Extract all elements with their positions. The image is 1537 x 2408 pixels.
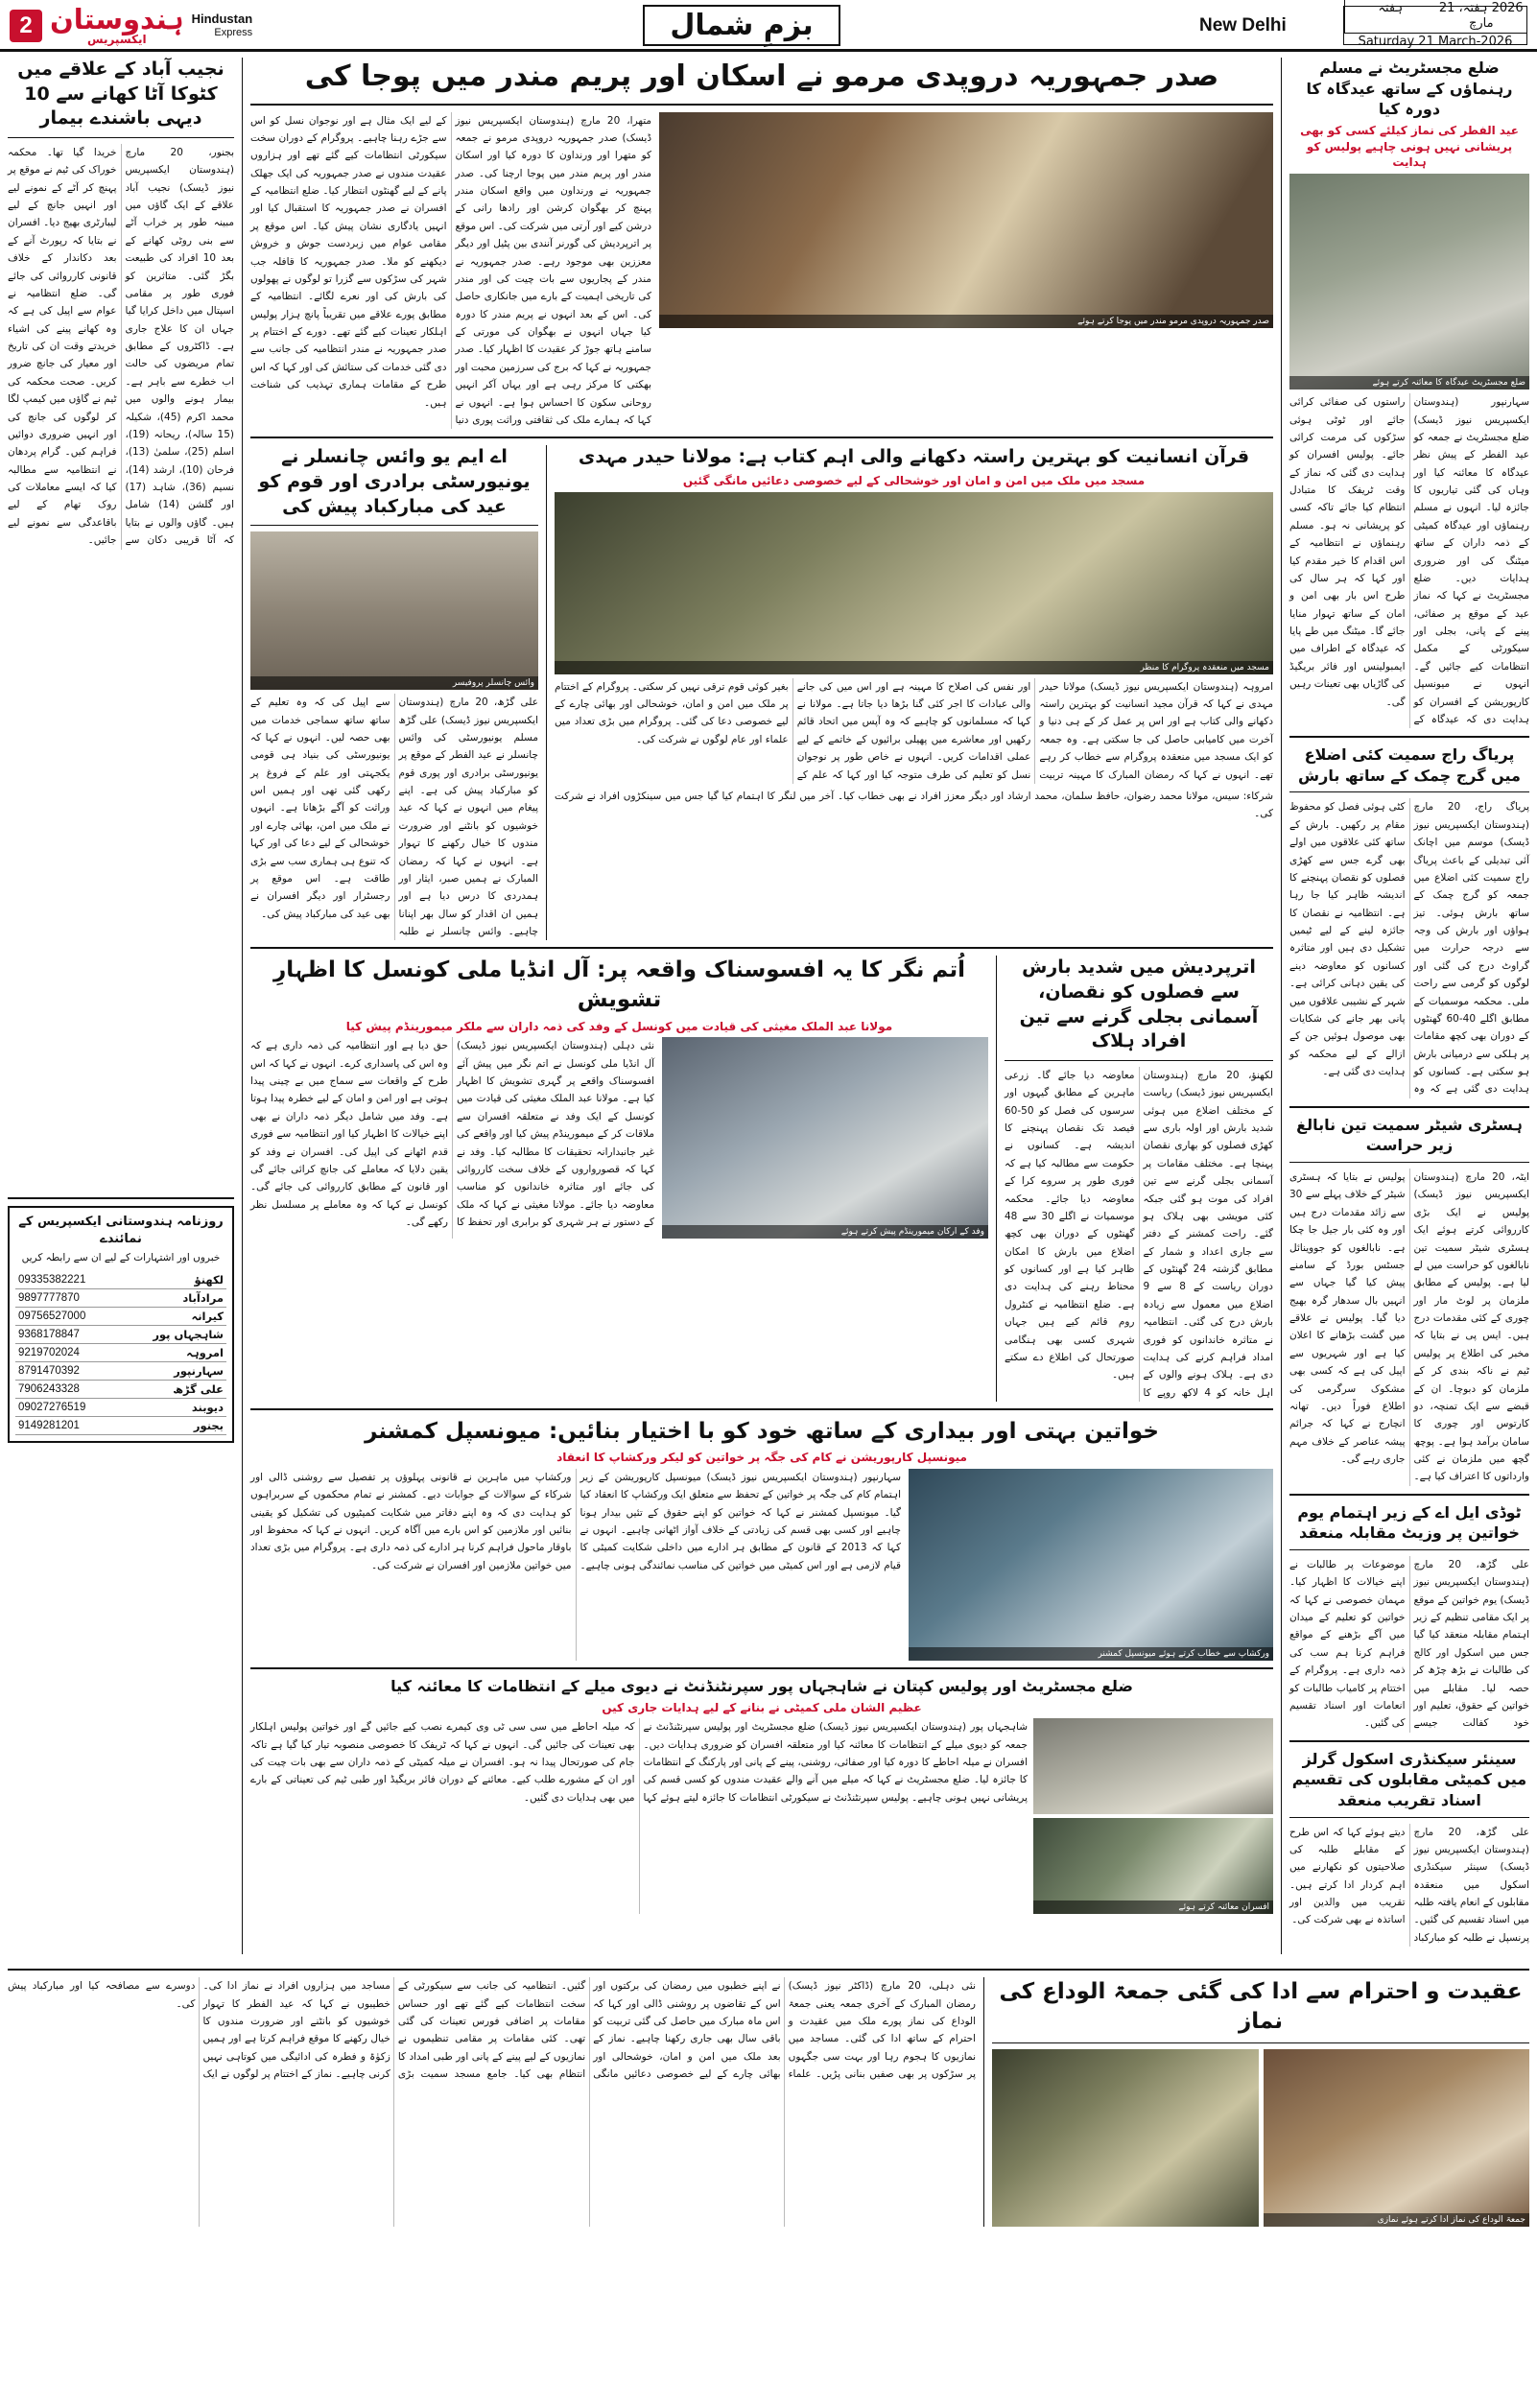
story-kicker: میونسپل کارپوریشن نے کام کی جگہ پر خواتین کو لیکر ورکشاپ کا انعقاد xyxy=(556,1451,967,1465)
photo-caption: ورکشاپ سے خطاب کرتے ہوئے میونسپل کمشنر xyxy=(909,1647,1273,1661)
contacts-box xyxy=(8,1206,234,1443)
contact-number[interactable]: 09027276519 xyxy=(15,1399,130,1417)
contact-row xyxy=(15,1308,226,1326)
story-body: بجنور، 20 مارچ (ہندوستان ایکسپریس نیوز ڈیسک) نجیب آباد علاقے کے ایک گاؤں میں مبینہ طور پر خراب آٹے سے بنی روٹی کھانے کے بعد 10 افراد کی طبیعت بگڑ گئی۔ متاثرین کو فوری طور پر مقامی اسپتال میں داخل کرایا گیا جہاں ان کا علاج جاری ہے۔ ڈاکٹروں کے مطابق تمام مریضوں کی حالت اب خطرے سے باہر ہے۔ بیمار ہونے والوں میں محمد اکرم (45)، شکیلہ (15 سالہ)، ریحانہ (19)، اسلم (25)، سلمیٰ (13)، فرحان (10)، ارشد (14)، نسیم (36)، شاہد (17) اور گلشن (14) شامل ہیں۔ گاؤں والوں نے بتایا کہ آٹا قریبی دکان سے خریدا گیا تھا۔ محکمہ خوراک کی ٹیم نے موقع پر پہنچ کر آٹے کے نمونے لیے اور انہیں جانچ کے لیے لیبارٹری بھیج دیا۔ افسران نے بتایا کہ رپورٹ آنے کے بعد دکاندار کے خلاف قانونی کارروائی کی جائے گی۔ ضلع انتظامیہ نے عوام سے اپیل کی ہے کہ وہ کھانے پینے کی اشیاء خریدتے وقت ان کی تاریخ اور معیار کی جانچ ضرور کریں۔ صحت محکمہ کی ٹیم نے گاؤں میں کیمپ لگا کر لوگوں کی جانچ کی اور انہیں ضروری دوائیں فراہم کیں۔ گرام پردھان نے انتظامیہ سے مطالبہ کیا کہ ایسے معاملات کی روک تھام کے لیے باقاعدگی سے نمونے لیے جائیں۔ xyxy=(8,146,235,547)
story-dm-eidgah xyxy=(1289,58,1529,728)
story-headline: ٹوڈی ایل اے کے زیر اہتمام یوم خواتین پر وزیٹ مقابلہ منعقد xyxy=(1297,1502,1522,1543)
contacts-table xyxy=(15,1271,226,1435)
column-divider xyxy=(1281,58,1282,1954)
story-mela-inspection xyxy=(250,1676,1273,1914)
story-photo xyxy=(250,531,538,690)
brand-english-bottom: Express xyxy=(214,26,253,38)
contact-number[interactable]: 09756527000 xyxy=(15,1308,130,1326)
content-grid xyxy=(0,52,1537,1962)
story-body: علی گڑھ، 20 مارچ (ہندوستان ایکسپریس نیوز ڈیسک) علی گڑھ مسلم یونیورسٹی کی وائس چانسلر نے عید الفطر کے موقع پر یونیورسٹی برادری اور پوری قوم کو مبارکباد پیش کی ہے۔ اپنے پیغام میں انہوں نے کہا کہ عید خوشیوں کو بانٹنے اور ضرورت مندوں کا خیال رکھنے کا تہوار ہے۔ انہوں نے کہا کہ رمضان المبارک نے ہمیں صبر، ایثار اور ہمدردی کا درس دیا ہے اور ہمیں ان اقدار کو سال بھر اپنانا چاہیے۔ وائس چانسلر نے طلبہ سے اپیل کی کہ وہ تعلیم کے ساتھ ساتھ سماجی خدمات میں بھی حصہ لیں۔ انہوں نے کہا کہ یونیورسٹی کی بنیاد ہی قومی یکجہتی اور علم کے فروغ پر رکھی گئی تھی اور ہمیں اس وراثت کو آگے بڑھانا ہے۔ انہوں نے ملک میں امن، بھائی چارے اور خوشحالی کے لیے دعا کی اور کہا کہ تنوع ہی ہماری سب سے بڑی طاقت ہے۔ اس موقع پر رجسٹرار اور دیگر افسران نے بھی عید کی مبارکباد پیش کی۔ xyxy=(250,696,538,938)
story-body: پریاگ راج، 20 مارچ (ہندوستان ایکسپریس نیوز ڈیسک) موسم میں اچانک آئی تبدیلی کے باعث پریاگ راج سمیت کئی اضلاع میں جمعہ کو گرج چمک کے ساتھ بارش ہوئی۔ تیز ہواؤں اور بارش کی وجہ سے درجہ حرارت میں گراوٹ درج کی گئی اور لوگوں کو گرمی سے راحت ملی۔ محکمہ موسمیات کے مطابق اگلے 40-60 گھنٹوں کے دوران بھی کچھ مقامات پر ہلکی سے درمیانی بارش ہو سکتی ہے۔ کسانوں کو ہدایت دی گئی ہے کہ وہ کٹی ہوئی فصل کو محفوظ مقام پر رکھیں۔ بارش کے ساتھ کئی علاقوں میں اولے بھی گرے جس سے کھڑی فصلوں کو نقصان پہنچنے کا اندیشہ ظاہر کیا جا رہا ہے۔ انتظامیہ نے نقصان کا جائزہ لینے کے لیے ٹیمیں تشکیل دی ہیں اور متاثرہ کسانوں کو معاوضہ دینے کی یقین دہانی کرائی ہے۔ شہر کے نشیبی علاقوں میں پانی بھر جانے کی شکایات بھی موصول ہوئیں جن کے ازالے کے لیے محکمہ کو ہدایت دی گئی ہے۔ xyxy=(1289,801,1529,1096)
story-headline: ہسٹری شیٹر سمیت تین نابالغ زیر حراست xyxy=(1296,1115,1523,1155)
date-english: Saturday 21 March-2026 xyxy=(1358,35,1513,50)
brand-urdu-main: ہندوستان xyxy=(50,3,184,35)
story-kicker: مسجد میں ملک میں امن و امان اور خوشحالی کے لیے خصوصی دعائیں مانگی گئیں xyxy=(682,473,1146,487)
story-headline: اُتم نگر کا یہ افسوسناک واقعہ پر: آل انڈیا ملی کونسل کا اظہارِ تشویش xyxy=(273,957,965,1013)
story-headline: خواتین بہتی اور بیداری کے ساتھ خود کو با اختیار بنائیں: میونسپل کمشنر xyxy=(365,1419,1159,1445)
contact-number[interactable]: 9149281201 xyxy=(15,1417,130,1435)
section-title-wrap xyxy=(297,6,1186,45)
lead-story xyxy=(250,58,1273,429)
brand-urdu xyxy=(50,3,184,46)
story-quran-lecture xyxy=(555,445,1273,940)
story-body: ایٹہ، 20 مارچ (ہندوستان ایکسپریس نیوز ڈیسک) پولیس نے ایک بڑی کارروائی کرتے ہوئے ایک ہسٹری شیٹر سمیت تین نابالغوں کو حراست میں لے لیا ہے۔ پولیس کے مطابق ملزمان پر لوٹ مار اور چوری کے کئی مقدمات درج ہیں۔ ایس پی نے بتایا کہ مخبر کی اطلاع پر پولیس ٹیم نے ناکہ بندی کر کے ملزمان کو دبوچا۔ ان کے قبضے سے ایک تمنچہ، دو کارتوس اور چوری کا سامان برآمد ہوا ہے۔ پوچھ گچھ میں ملزمان نے کئی وارداتوں کا اعتراف کیا ہے۔ پولیس نے بتایا کہ ہسٹری شیٹر کے خلاف پہلے سے 30 سے زائد مقدمات درج ہیں اور وہ کئی بار جیل جا چکا ہے۔ نابالغوں کو جووینائل جسٹس بورڈ کے سامنے پیش کیا گیا جہاں سے انہیں بال سدھار گرہ بھیج دیا گیا۔ پولیس نے علاقے میں گشت بڑھانے کا اعلان کیا ہے اور شہریوں سے اپیل کی ہے کہ کسی بھی مشکوک سرگرمی کی اطلاع فوراً دیں۔ تھانہ انچارج نے کہا کہ جرائم پیشہ عناصر کے خلاف مہم جاری رہے گی۔ xyxy=(1289,1171,1529,1483)
contact-city: امروہہ xyxy=(130,1344,226,1362)
story-headline: سینئر سیکنڈری اسکول گرلز میں کمیٹی مقابلوں کی تقسیم اسناد تقریب منعقد xyxy=(1291,1749,1527,1809)
photo-caption: مسجد میں منعقدہ پروگرام کا منظر xyxy=(555,661,1273,674)
photo-caption: ضلع مجسٹریٹ عیدگاہ کا معائنہ کرتے ہوئے xyxy=(1289,376,1529,390)
story-headline: ضلع مجسٹریٹ اور پولیس کپتان نے شاہجہاں پور سپرنٹنڈنٹ نے دیوی میلے کے انتظامات کا معائنہ کیا xyxy=(390,1676,1133,1695)
contact-city: دیوبند xyxy=(130,1399,226,1417)
date-urdu: 2026 ہفتہ، 21 مارچ xyxy=(1438,0,1524,31)
lead-body: متھرا، 20 مارچ (ہندوستان ایکسپریس نیوز ڈیسک) صدر جمہوریہ دروپدی مرمو نے جمعہ کو متھرا اور ورنداون کا دورہ کیا اور اسکان مندر اور پریم مندر میں پوجا ارچنا کی۔ صدر جمہوریہ نے ورنداون میں واقع اسکان مندر پہنچ کر بھگوان کرشن اور رادھا رانی کے درشن کیے اور آرتی میں شرکت کی۔ اس موقع پر اترپردیش کی گورنر آنندی بین پٹیل اور دیگر معززین بھی موجود رہے۔ صدر جمہوریہ نے مندر کے پجاریوں سے بات چیت کی اور مندر کی تاریخی اہمیت کے بارے میں جانکاری حاصل کی۔ اس کے بعد انہوں نے پریم مندر کا دورہ کیا جہاں انہوں نے بھگوان کی مورتی کے سامنے ہاتھ جوڑ کر عقیدت کا اظہار کیا۔ صدر جمہوریہ نے کہا کہ برج کی سرزمین محبت اور بھکتی کا مرکز رہی ہے اور یہاں آکر انہیں روحانی سکون کا احساس ہوا ہے۔ انہوں نے کہا کہ ہمارے ملک کی ثقافتی وراثت پوری دنیا کے لیے ایک مثال ہے اور نوجوان نسل کو اس سے جڑے رہنا چاہیے۔ پروگرام کے دوران سخت سیکورٹی انتظامات کیے گئے تھے اور ہزاروں عقیدت مندوں نے صدر جمہوریہ کی ایک جھلک پانے کے لیے گھنٹوں انتظار کیا۔ ضلع انتظامیہ کے افسران نے صدر جمہوریہ کا استقبال کیا اور انہیں یادگاری نشان پیش کیا۔ اس موقع پر مقامی عوام میں زبردست جوش و خروش دیکھنے کو ملا۔ صدر جمہوریہ کا قافلہ جب شہر کی سڑکوں سے گزرا تو لوگوں نے پھولوں کی بارش کی اور نعرے لگائے۔ انتظامیہ کے مطابق پورے علاقے میں تقریباً پانچ ہزار پولیس اہلکار تعینات کیے گئے تھے۔ دورے کے اختتام پر صدر جمہوریہ نے مندر انتظامیہ کی جانب سے دی گئی خدمات کی ستائش کی اور کہا کہ اس طرح کے مقامات ہماری تہذیب کی شناخت ہیں۔ xyxy=(250,114,651,426)
contact-city: سہارنپور xyxy=(130,1362,226,1381)
story-body: سہارنپور (ہندوستان ایکسپریس نیوز ڈیسک) ضلع مجسٹریٹ نے جمعہ کو عید الفطر کے پیش نظر عیدگاہ کا معائنہ کیا اور وہاں کی گئی تیاریوں کا جائزہ لیا۔ انہوں نے مسلم رہنماؤں اور عیدگاہ کمیٹی کے ذمہ داران کے ساتھ میٹنگ کی اور ضروری ہدایات دیں۔ ضلع مجسٹریٹ نے کہا کہ نماز عید کے موقع پر صفائی، پینے کے پانی، بجلی اور سیکورٹی کے مکمل انتظامات کیے جائیں گے۔ انہوں نے میونسپل کارپوریشن کے افسران کو ہدایت دی کہ عیدگاہ کے راستوں کی صفائی کرائی جائے اور ٹوٹی ہوئی سڑکوں کی مرمت کرائی جائے۔ پولیس افسران کو ہدایت دی گئی کہ نماز کے وقت ٹریفک کا متبادل انتظام کیا جائے تاکہ کسی کو پریشانی نہ ہو۔ مسلم رہنماؤں نے انتظامیہ کے اس اقدام کا خیر مقدم کیا اور کہا کہ ہر سال کی طرح اس بار بھی امن و امان کے ساتھ تہوار منایا جائے گا۔ میٹنگ میں طے پایا کہ عیدگاہ کے اطراف میں ایمبولینس اور فائر بریگیڈ کی گاڑیاں بھی تعینات رہیں گی۔ xyxy=(1289,396,1529,725)
story-rain-prayagraj xyxy=(1289,744,1529,1098)
story-body: لکھنؤ، 20 مارچ (ہندوستان ایکسپریس نیوز ڈیسک) ریاست کے مختلف اضلاع میں ہوئی شدید بارش اور اولہ باری سے کھڑی فصلوں کو بھاری نقصان پہنچا ہے۔ مختلف مقامات پر آسمانی بجلی گرنے سے تین افراد کی موت ہو گئی جبکہ کئی مویشی بھی ہلاک ہو گئے۔ راحت کمشنر کے دفتر سے جاری اعداد و شمار کے مطابق گزشتہ 24 گھنٹوں کے دوران ریاست کے 8 سے 9 اضلاع میں معمول سے زیادہ بارش درج کی گئی۔ انتظامیہ نے متاثرہ خاندانوں کو فوری امداد فراہم کرنے کی ہدایت دی ہے۔ ہلاک ہونے والوں کے اہل خانہ کو 4 لاکھ روپے کا معاوضہ دیا جائے گا۔ زرعی ماہرین کے مطابق گیہوں اور سرسوں کی فصل کو 50-60 فیصد تک نقصان پہنچنے کا اندیشہ ہے۔ کسانوں نے حکومت سے مطالبہ کیا ہے کہ فوری طور پر سروے کرا کے معاوضہ دیا جائے۔ محکمہ موسمیات نے اگلے 30 سے 48 گھنٹوں کے دوران بھی کچھ اضلاع میں بارش کا امکان ظاہر کیا ہے اور کسانوں کو محتاط رہنے کی ہدایت دی ہے۔ ضلع انتظامیہ نے کنٹرول روم قائم کیے ہیں جہاں شہری کسی بھی ہنگامی صورتحال کی اطلاع دے سکتے ہیں۔ xyxy=(1005,1069,1273,1399)
contacts-subtitle: خبروں اور اشتہارات کے لیے ان سے رابطہ کریں xyxy=(21,1252,221,1264)
contact-number[interactable]: 9219702024 xyxy=(15,1344,130,1362)
brand-english-top: Hindustan xyxy=(191,12,253,27)
story-body: نئی دہلی (ہندوستان ایکسپریس نیوز ڈیسک) آل انڈیا ملی کونسل نے اتم نگر میں پیش آئے افسوسناک واقعے پر گہری تشویش کا اظہار کیا ہے۔ مولانا عبد الملک مغیثی کی قیادت میں کونسل کے ایک وفد نے متعلقہ افسران سے ملاقات کر کے میمورینڈم پیش کیا اور واقعے کی غیر جانبدارانہ تحقیقات کا مطالبہ کیا۔ وفد نے کہا کہ قصورواروں کے خلاف سخت کارروائی کی جائے اور متاثرہ خاندانوں کو مناسب معاوضہ دیا جائے۔ مولانا مغیثی نے کہا کہ ملک کے دستور نے ہر شہری کو برابری اور تحفظ کا حق دیا ہے اور انتظامیہ کی ذمہ داری ہے کہ وہ اس کی پاسداری کرے۔ انہوں نے کہا کہ اس طرح کے واقعات سے سماج میں بے چینی پیدا ہوتی ہے اور امن و امان کے لیے خطرہ پیدا ہوتا ہے۔ وفد میں شامل دیگر ذمہ داران نے بھی اپنے خیالات کا اظہار کیا اور انتظامیہ سے فوری قدم اٹھانے کی اپیل کی۔ افسران نے وفد کو یقین دلایا کہ معاملے کی جانچ کرائی جائے گی اور قانون کے مطابق کارروائی کی جائے گی۔ کونسل نے کہا کہ وہ معاملے پر مسلسل نظر رکھے گی۔ xyxy=(250,1040,654,1229)
column-main xyxy=(250,58,1273,1954)
contact-number[interactable]: 9368178847 xyxy=(15,1326,130,1344)
story-body: شاہجہاں پور (ہندوستان ایکسپریس نیوز ڈیسک) ضلع مجسٹریٹ اور پولیس سپرنٹنڈنٹ نے جمعہ کو دیوی میلے کے انتظامات کا معائنہ کیا اور متعلقہ افسران کو ضروری ہدایات دیں۔ افسران نے میلہ احاطے کا دورہ کیا اور صفائی، روشنی، پینے کے پانی اور پارکنگ کے انتظامات کا جائزہ لیا۔ ضلع مجسٹریٹ نے کہا کہ میلے میں آنے والے عقیدت مندوں کو کسی قسم کی پریشانی نہیں ہونی چاہیے۔ پولیس سپرنٹنڈنٹ نے سیکورٹی انتظامات کا جائزہ لیتے ہوئے کہا کہ میلہ احاطے میں سی سی ٹی وی کیمرے نصب کیے جائیں گے اور خواتین پولیس اہلکار بھی تعینات کی جائیں گی۔ انہوں نے کہا کہ ٹریفک کا خصوصی منصوبہ تیار کیا گیا ہے تاکہ جام کی صورتحال پیدا نہ ہو۔ افسران نے میلہ کمیٹی کے ذمہ داران سے بھی بات چیت کی اور ان کے مشورے طلب کیے۔ معائنے کے دوران فائر بریگیڈ اور طبی ٹیم کی تعیناتی کے بارے میں بھی ہدایات دی گئیں۔ xyxy=(250,1721,1028,1804)
photo-caption: وفد کے ارکان میمورینڈم پیش کرتے ہوئے xyxy=(662,1225,988,1239)
brand-block xyxy=(10,3,297,46)
day-urdu: ہفتہ xyxy=(1344,0,1436,33)
contact-city: مرادآباد xyxy=(130,1289,226,1308)
photo-caption: افسران معائنہ کرتے ہوئے xyxy=(1033,1900,1273,1914)
story-jumatul-wida xyxy=(8,1977,1529,2227)
date-box xyxy=(1343,0,1527,50)
band-1 xyxy=(250,445,1273,940)
story-milli-council xyxy=(250,956,988,1402)
story-photo-bottom xyxy=(1033,1818,1273,1914)
column-divider-2 xyxy=(242,58,243,1954)
story-headline: اے ایم یو وائس چانسلر نے یونیورسٹی برادری اور قوم کو عید کی مبارکباد پیش کی xyxy=(258,446,531,517)
story-photo xyxy=(909,1469,1273,1661)
story-headline: اترپردیش میں شدید بارش سے فصلوں کو نقصان، آسمانی بجلی گرنے سے تین افراد ہلاک xyxy=(1019,956,1259,1052)
story-body: امروہہ (ہندوستان ایکسپریس نیوز ڈیسک) مولانا حیدر مہدی نے کہا کہ قرآن مجید انسانیت کو بہترین راستہ دکھانے والی کتاب ہے اور اس پر عمل کر کے ہی دنیا و آخرت میں کامیابی حاصل کی جا سکتی ہے۔ وہ جمعہ کو ایک مسجد میں منعقدہ پروگرام سے خطاب کر رہے تھے۔ انہوں نے کہا کہ رمضان المبارک کا مہینہ تربیت اور نفس کی اصلاح کا مہینہ ہے اور اس میں کی جانے والی عبادات کا اجر کئی گنا بڑھا دیا جاتا ہے۔ مولانا نے کہا کہ مسلمانوں کو چاہیے کہ وہ آپس میں اتحاد قائم رکھیں اور معاشرے میں پھیلی برائیوں کے خاتمے کے لیے عملی اقدامات کریں۔ انہوں نے خاص طور پر نوجوان نسل کو تعلیم کی طرف متوجہ کیا اور کہا کہ علم کے بغیر کوئی قوم ترقی نہیں کر سکتی۔ پروگرام کے اختتام پر ملک میں امن و امان، خوشحالی اور بھائی چارے کے لیے خصوصی دعا کی گئی۔ پروگرام میں بڑی تعداد میں علماء اور عام لوگوں نے شرکت کی۔ xyxy=(555,680,1273,781)
contact-row xyxy=(15,1362,226,1381)
contact-number[interactable]: 7906243328 xyxy=(15,1381,130,1399)
story-up-rain-damage xyxy=(1005,956,1273,1402)
lead-photo xyxy=(659,112,1273,328)
story-body: نئی دہلی، 20 مارچ (ڈاکٹر نیوز ڈیسک) رمضان المبارک کے آخری جمعہ یعنی جمعۃ الوداع کی نماز پورے ملک میں عقیدت و احترام کے ساتھ ادا کی گئی۔ مساجد میں نمازیوں کا ہجوم رہا اور بہت سی جگہوں پر سڑکوں پر بھی صفیں بنانی پڑیں۔ علماء نے اپنے خطبوں میں رمضان کی برکتوں اور اس کے تقاضوں پر روشنی ڈالی اور کہا کہ اس ماہ مبارک میں حاصل کی گئی تربیت کو باقی سال بھی جاری رکھنا چاہیے۔ نماز کے بعد ملک میں امن و امان، خوشحالی اور بھائی چارے کے لیے خصوصی دعائیں مانگی گئیں۔ انتظامیہ کی جانب سے سیکورٹی کے سخت انتظامات کیے گئے تھے اور حساس مقامات پر اضافی فورس تعینات کی گئی تھی۔ کئی مقامات پر مقامی تنظیموں نے نمازیوں کے لیے پینے کے پانی اور طبی امداد کا انتظام بھی کیا۔ جامع مسجد سمیت بڑی مساجد میں ہزاروں افراد نے نماز ادا کی۔ خطیبوں نے کہا کہ عید الفطر کا تہوار خوشیوں کو بانٹنے اور ضرورت مندوں کا خیال رکھنے کا موقع فراہم کرتا ہے اور ہمیں زکوٰۃ و فطرہ کی ادائیگی میں کوتاہی نہیں کرنی چاہیے۔ نماز کے اختتام پر لوگوں نے ایک دوسرے سے مصافحہ کیا اور مبارکباد پیش کی۔ xyxy=(8,1980,976,2081)
masthead xyxy=(0,0,1537,52)
contacts-title: روزنامہ ہندوستانی ایکسپریس کے نمائندے xyxy=(18,1215,224,1247)
contact-city: کیرانہ xyxy=(130,1308,226,1326)
story-school-certificates xyxy=(1289,1749,1529,1947)
story-history-sheeter xyxy=(1289,1115,1529,1486)
contact-row xyxy=(15,1326,226,1344)
brand-urdu-sub: ایکسپریس xyxy=(86,33,147,46)
story-headline: عقیدت و احترام سے ادا کی گئی جمعۃ الوداع کی نماز xyxy=(999,1979,1523,2035)
story-municipal-workshop xyxy=(250,1417,1273,1661)
photo-caption: جمعۃ الوداع کی نماز ادا کرتے ہوئے نمازی xyxy=(1264,2213,1530,2227)
bottom-section xyxy=(0,1969,1537,2236)
contact-number[interactable]: 8791470392 xyxy=(15,1362,130,1381)
story-body: علی گڑھ، 20 مارچ (ہندوستان ایکسپریس نیوز ڈیسک) یوم خواتین کے موقع پر ایک مقامی تنظیم کے زیر اہتمام مقابلہ منعقد کیا گیا جس میں اسکول اور کالج کی طالبات نے بڑھ چڑھ کر حصہ لیا۔ مقابلے میں خواتین کے حقوق، تعلیم اور خود کفالت جیسے موضوعات پر طالبات نے اپنے خیالات کا اظہار کیا۔ مہمان خصوصی نے کہا کہ خواتین کو تعلیم کے میدان میں آگے بڑھنے کے مواقع فراہم کرنا ہم سب کی ذمہ داری ہے۔ پروگرام کے اختتام پر کامیاب طالبات کو انعامات اور اسناد تقسیم کی گئیں۔ xyxy=(1289,1558,1529,1730)
contact-row xyxy=(15,1289,226,1308)
story-kicker: مولانا عبد الملک مغیثی کی قیادت میں کونسل کے وفد کی ذمہ داران سے ملکر میمورینڈم پیش کیا xyxy=(345,1019,893,1033)
story-body: علی گڑھ، 20 مارچ (ہندوستان ایکسپریس نیوز ڈیسک) سینئر سیکنڈری اسکول میں منعقدہ مقابلوں کے انعام یافتہ طلبہ میں اسناد تقسیم کی گئیں۔ پرنسپل نے طلبہ کو مبارکباد دیتے ہوئے کہا کہ اس طرح کے مقابلے طلبہ کی صلاحیتوں کو نکھارنے میں اہم کردار ادا کرتے ہیں۔ تقریب میں والدین اور اساتذہ نے بھی شرکت کی۔ xyxy=(1289,1826,1529,1944)
brand-english xyxy=(192,12,253,37)
story-headline: نجیب آباد کے علاقے میں کٹوکا آٹا کھانے سے 10 دیہی باشندے بیمار xyxy=(17,59,225,130)
contact-city: بجنور xyxy=(130,1417,226,1435)
story-body-tail: شرکاء: سیس، مولانا محمد رضوان، حافظ سلمان، محمد ارشاد اور دیگر معزز افراد نے بھی خطاب کیا۔ آخر میں لنگر کا اہتمام کیا گیا جس میں سینکڑوں افراد نے شرکت کی۔ xyxy=(555,790,1273,820)
story-photo-top xyxy=(1033,1718,1273,1814)
photo-caption: وائس چانسلر پروفیسر xyxy=(250,676,538,690)
section-title: بزمِ شمال xyxy=(643,5,839,46)
page-number: 2 xyxy=(10,10,42,42)
column-a xyxy=(1289,58,1529,1954)
contact-number[interactable]: 9897777870 xyxy=(15,1289,130,1308)
story-photo xyxy=(662,1037,988,1239)
contact-row xyxy=(15,1271,226,1289)
contact-city: شاہجہاں پور xyxy=(130,1326,226,1344)
band-2 xyxy=(250,956,1273,1402)
story-headline: ضلع مجسٹریٹ نے مسلم رہنماؤں کے ساتھ عیدگاہ کا دورہ کیا xyxy=(1306,59,1513,119)
story-contaminated-flour xyxy=(8,58,234,1190)
contact-row xyxy=(15,1417,226,1435)
contact-row xyxy=(15,1381,226,1399)
contact-number[interactable]: 09335382221 xyxy=(15,1271,130,1289)
contact-row xyxy=(15,1399,226,1417)
contact-city: علی گڑھ xyxy=(130,1381,226,1399)
column-d xyxy=(8,58,234,1954)
story-photo-1 xyxy=(1264,2049,1530,2227)
story-photo xyxy=(555,492,1273,674)
story-headline: پریاگ راج سمیت کئی اضلاع میں گرج چمک کے ساتھ بارش xyxy=(1298,745,1521,785)
story-body: سہارنپور (ہندوستان ایکسپریس نیوز ڈیسک) میونسپل کارپوریشن کے زیر اہتمام کام کی جگہ پر خواتین کے تحفظ سے متعلق ایک ورکشاپ کا انعقاد کیا گیا۔ میونسپل کمشنر نے کہا کہ خواتین کو اپنے حقوق کے تئیں بیدار ہونا چاہیے اور کسی بھی قسم کی زیادتی کے خلاف آواز اٹھانی چاہیے۔ انہوں نے کہا کہ 2013 کے قانون کے مطابق ہر ادارے میں داخلی شکایت کمیٹی کا قیام لازمی ہے اور اس کمیٹی میں خواتین کی مناسب نمائندگی ہونی چاہیے۔ ورکشاپ میں ماہرین نے قانونی پہلوؤں پر تفصیل سے روشنی ڈالی اور شرکاء کے سوالات کے جوابات دیے۔ کمشنر نے تمام محکموں کے سربراہوں کو ہدایت دی کہ وہ اپنے دفاتر میں شکایت کمیٹیوں کی تشکیل کو یقینی بنائیں اور ملازمین کو اس بارے میں آگاہ کریں۔ انہوں نے کہا کہ محفوظ اور باوقار ماحول فراہم کرنا ہر ادارے کی ذمہ داری ہے۔ پروگرام میں بڑی تعداد میں خواتین ملازمین اور افسران نے شرکت کی۔ xyxy=(250,1471,901,1571)
story-kicker: عید الفطر کی نماز کیلئے کسی کو بھی پریشانی نہیں ہونی چاہیے پولیس کو ہدایت xyxy=(1300,123,1519,170)
contact-city: لکھنؤ xyxy=(130,1271,226,1289)
story-kicker: عظیم الشان ملی کمیٹی نے بنانے کے لیے ہدایات جاری کیں xyxy=(602,1700,922,1714)
story-womens-day-contest xyxy=(1289,1502,1529,1733)
edition-city: New Delhi xyxy=(1199,14,1287,35)
contact-row xyxy=(15,1344,226,1362)
story-headline: قرآن انسانیت کو بہترین راستہ دکھانے والی اہم کتاب ہے: مولانا حیدر مہدی xyxy=(578,446,1250,468)
photo-caption: صدر جمہوریہ دروپدی مرمو مندر میں پوجا کرتے ہوئے xyxy=(659,315,1273,328)
story-amu-vc xyxy=(250,445,538,940)
story-photo-2 xyxy=(992,2049,1259,2227)
story-photo xyxy=(1289,174,1529,390)
lead-headline: صدر جمہوریہ دروپدی مرمو نے اسکان اور پریم مندر میں پوجا کی xyxy=(304,59,1219,93)
